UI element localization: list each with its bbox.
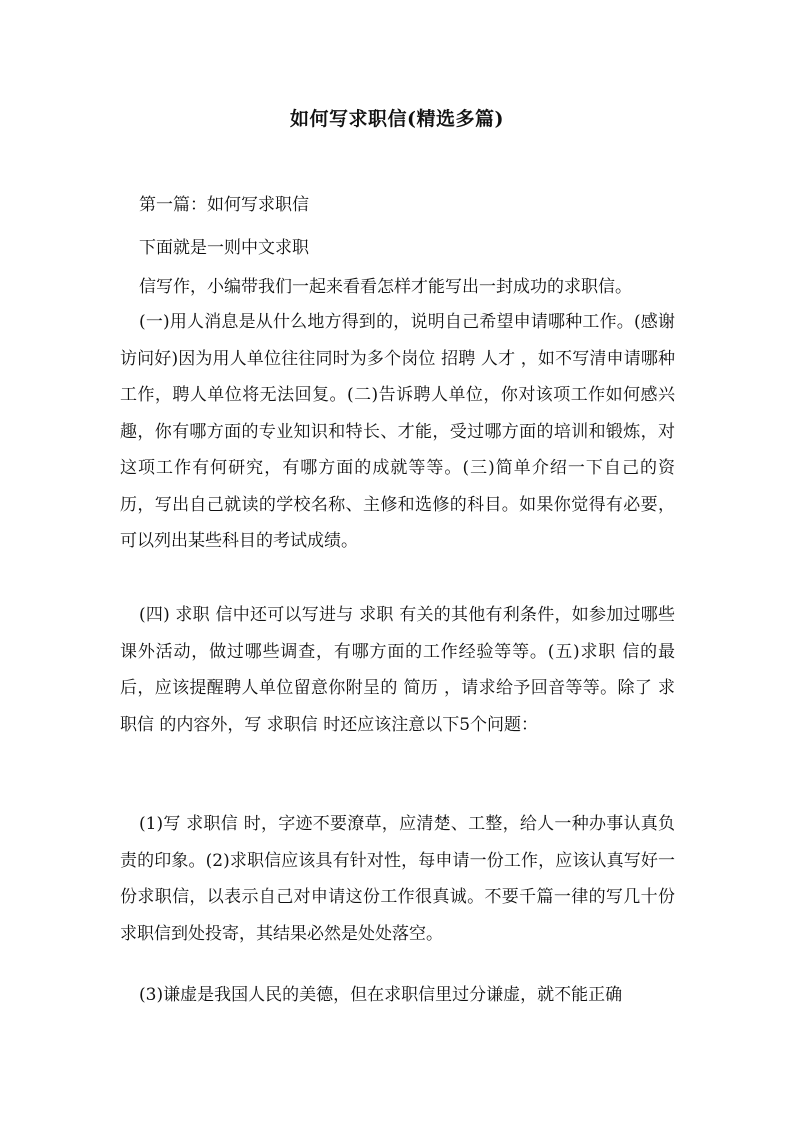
intro-line: 下面就是一则中文求职 xyxy=(139,238,309,258)
document-title: 如何写求职信(精选多篇) xyxy=(290,108,504,130)
body-paragraph: (3)谦虚是我国人民的美德，但在求职信里过分谦虚，就不能正确 xyxy=(139,985,623,1005)
body-paragraph: (四) 求职 信中还可以写进与 求职 有关的其他有利条件，如参加过哪些课外活动，做过哪些调查，有哪方面的工作经验等等。(五)求职 信的最后，应该提醒聘人单位留意你附呈的 简历 ，请求给予回音等等。除了 求职信 的内容外，写 求职信 时还应该注意以下5个问题： xyxy=(120,605,675,735)
intro-line: 信写作，小编带我们一起来看看怎样才能写出一封成功的求职信。 xyxy=(139,277,632,297)
body-paragraph: (1)写 求职信 时，字迹不要潦草，应清楚、工整，给人一种办事认真负责的印象。(2)求职信应该具有针对性，每申请一份工作，应该认真写好一份求职信，以表示自己对申请这份工作很真诚。不要千篇一律的写几十份求职信到处投寄，其结果必然是处处落空。 xyxy=(120,814,675,944)
body-paragraph: (一)用人消息是从什么地方得到的，说明自己希望申请哪种工作。(感谢访问好)因为用人单位往往同时为多个岗位 招聘 人才 ，如不写清申请哪种工作，聘人单位将无法回复。(二)告诉聘人单位，你对该项工作如何感兴趣，你有哪方面的专业知识和特长、才能，受过哪方面的培训和锻炼，对这项工作有何研究，有哪方面的成就等等。(三)简单介绍一下自己的资历，写出自己就读的学校名称、主修和选修的科目。如果你觉得有必要，可以列出某些科目的考试成绩。 xyxy=(120,312,675,551)
section-heading: 第一篇：如何写求职信 xyxy=(139,195,309,215)
